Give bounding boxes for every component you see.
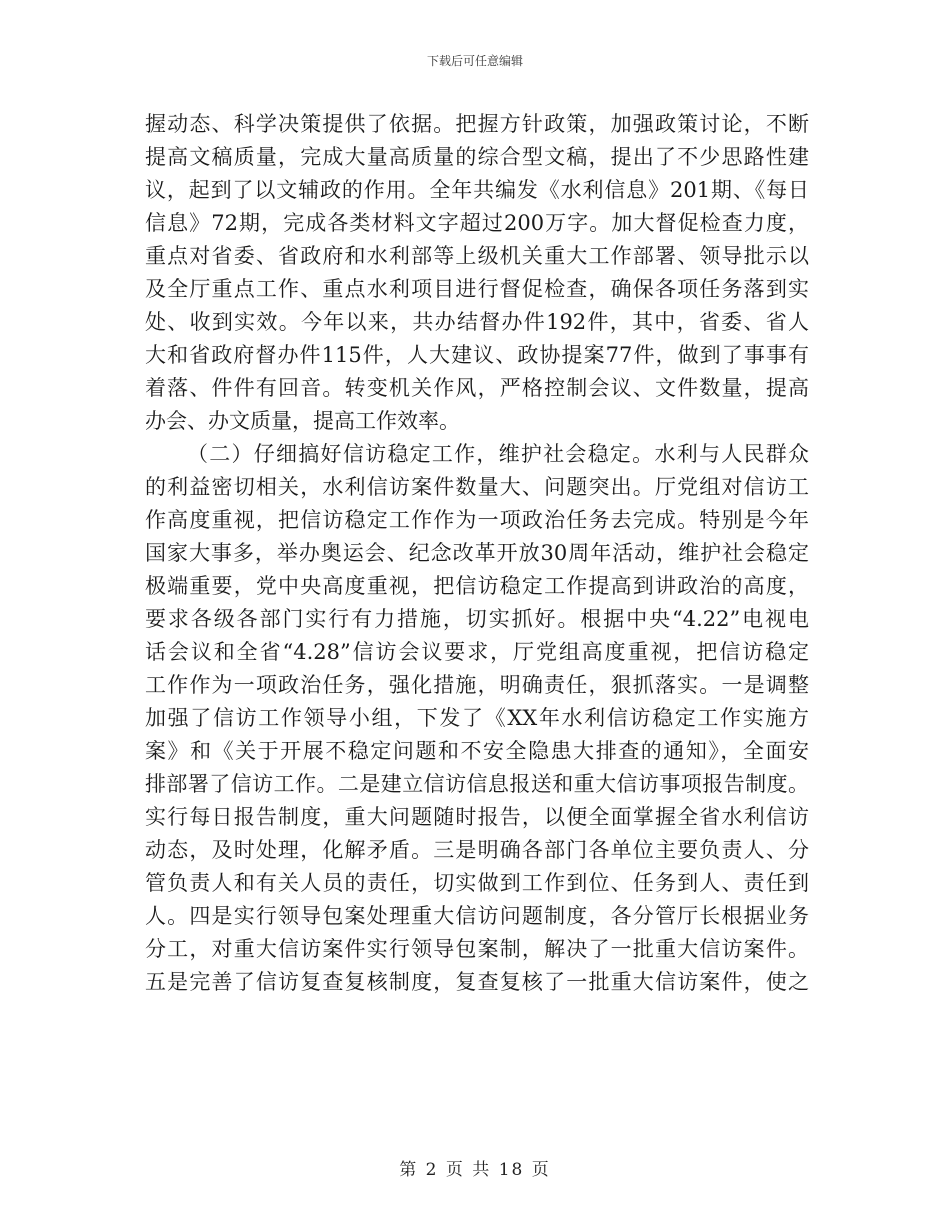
- text-line: 及全厅重点工作、重点水利项目进行督促检查，确保各项任务落到实: [145, 277, 809, 301]
- text-line: 信息》72期，完成各类材料文字超过200万字。加大督促检查力度，: [145, 211, 809, 235]
- text-line: 管负责人和有关人员的责任，切实做到工作到位、任务到人、责任到: [145, 871, 809, 895]
- text-line: 办会、办文质量，提高工作效率。: [145, 409, 460, 433]
- text-line: 握动态、科学决策提供了依据。把握方针政策，加强政策讨论，不断: [145, 112, 809, 136]
- text-line: （二）仔细搞好信访稳定工作，维护社会稳定。水利与人民群众: [187, 442, 809, 466]
- text-line: 极端重要，党中央高度重视，把信访稳定工作提高到讲政治的高度，: [145, 574, 809, 598]
- text-line: 实行每日报告制度，重大问题随时报告，以便全面掌握全省水利信访: [145, 805, 809, 829]
- paragraph-1: [145, 108, 809, 438]
- text-line: 排部署了信访工作。二是建立信访信息报送和重大信访事项报告制度。: [145, 772, 809, 796]
- text-line: 动态，及时处理，化解矛盾。三是明确各部门各单位主要负责人、分: [145, 838, 809, 862]
- text-line: 的利益密切相关，水利信访案件数量大、问题突出。厅党组对信访工: [145, 475, 809, 499]
- text-line: 议，起到了以文辅政的作用。全年共编发《水利信息》201期、《每日: [145, 178, 809, 202]
- text-line: 分工，对重大信访案件实行领导包案制，解决了一批重大信访案件。: [145, 937, 809, 961]
- document-body: [145, 108, 809, 999]
- text-line: 话会议和全省“4.28”信访会议要求，厅党组高度重视，把信访稳定: [145, 640, 809, 664]
- text-line: 要求各级各部门实行有力措施，切实抓好。根据中央“4.22”电视电: [145, 607, 809, 631]
- text-line: 人。四是实行领导包案处理重大信访问题制度，各分管厅长根据业务: [145, 904, 809, 928]
- text-line: 国家大事多，举办奥运会、纪念改革开放30周年活动，维护社会稳定: [145, 541, 809, 565]
- text-line: 重点对省委、省政府和水利部等上级机关重大工作部署、领导批示以: [145, 244, 809, 268]
- text-line: 工作作为一项政治任务，强化措施，明确责任，狠抓落实。一是调整: [145, 673, 809, 697]
- text-line: 着落、件件有回音。转变机关作风，严格控制会议、文件数量，提高: [145, 376, 809, 400]
- page-header-note: 下载后可任意编辑: [426, 54, 523, 68]
- text-line: 处、收到实效。今年以来，共办结督办件192件，其中，省委、省人: [145, 310, 809, 334]
- page-number: 第 2 页 共 18 页: [399, 1160, 551, 1180]
- paragraph-2: [145, 438, 809, 999]
- text-line: 加强了信访工作领导小组，下发了《XX年水利信访稳定工作实施方: [145, 706, 809, 730]
- text-line: 提高文稿质量，完成大量高质量的综合型文稿，提出了不少思路性建: [145, 145, 809, 169]
- text-line: 作高度重视，把信访稳定工作作为一项政治任务去完成。特别是今年: [145, 508, 809, 532]
- text-line: 五是完善了信访复查复核制度，复查复核了一批重大信访案件，使之: [145, 970, 809, 994]
- text-line: 大和省政府督办件115件，人大建议、政协提案77件，做到了事事有: [145, 343, 809, 367]
- text-line: 案》和《关于开展不稳定问题和不安全隐患大排查的通知》，全面安: [145, 739, 809, 763]
